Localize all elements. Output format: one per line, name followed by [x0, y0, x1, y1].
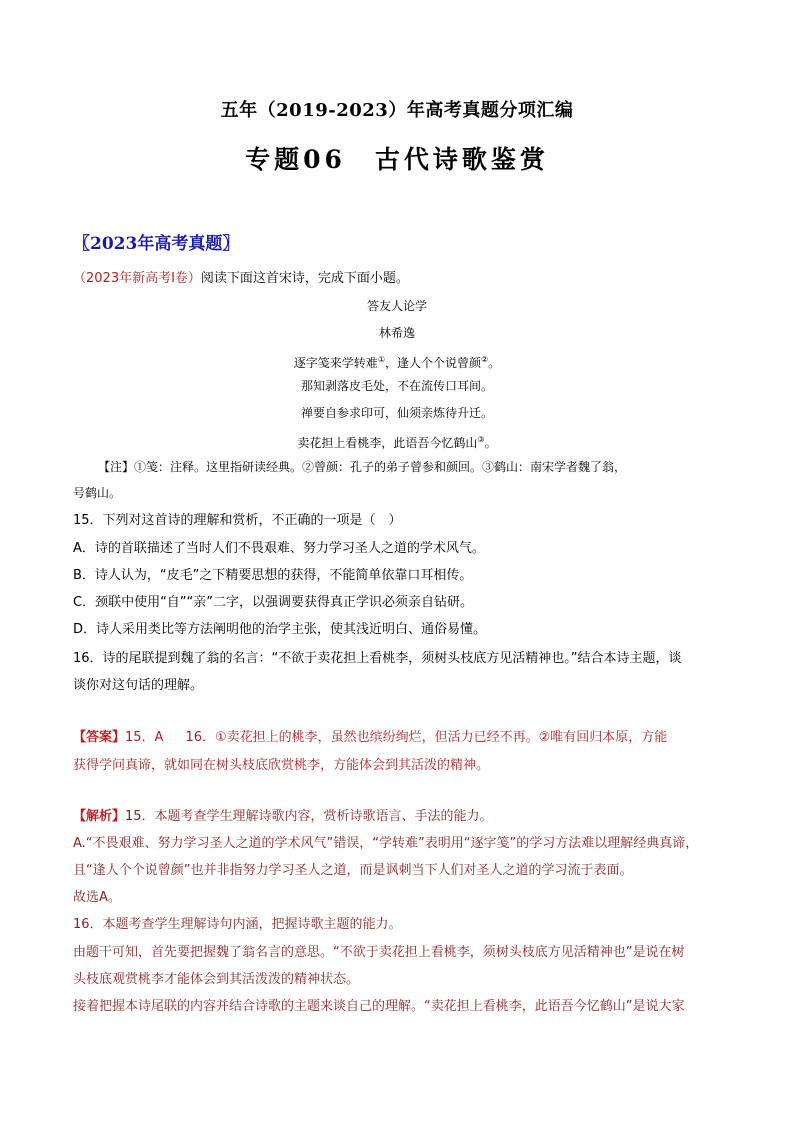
poem-title: 答友人论学: [366, 299, 427, 313]
poem-line: 禅要自参求印可，仙须亲炼待升迁。: [300, 406, 493, 420]
answer-15: 15．A: [125, 730, 164, 745]
analysis-text: A.“不畏艰难、努力学习圣人之道的学术风气”错误，“学转难”表明用“逐字笺”的学习方法难以理解经典真谛，: [73, 836, 699, 851]
section-heading: 〖2023年高考真题〗: [73, 234, 240, 254]
answer-label: 【答案】: [73, 730, 126, 745]
analysis-line: [73, 808, 493, 826]
analysis-text: 由题干可知，首先要把握魏了翁名言的意思。“不欲于卖花担上看桃李，须树头枝底方见活精神也”是说在树: [73, 945, 685, 960]
analysis-text: 接着把握本诗尾联的内容并结合诗歌的主题来谈自己的理解。“卖花担上看桃李，此语吾今忆鹤山”是说大家: [73, 999, 685, 1014]
analysis-label: 【解析】: [73, 809, 126, 824]
analysis-text: 故选A。: [73, 890, 121, 905]
answer-16: 16．①卖花担上的桃李，虽然也缤纷绚烂，但活力已经不再。②唯有回归本原，方能: [185, 730, 668, 745]
poem-line: 逐字笺来学转难①，逢人个个说曾颜②。: [293, 355, 501, 370]
question-16-cont: 谈你对这句话的理解。: [73, 678, 204, 693]
question-source: （2023年新高考Ⅰ卷）: [73, 271, 201, 286]
poem-note-cont: 号鹤山。: [73, 486, 122, 500]
poem-line: 那知剥落皮毛处，不在流传口耳间。: [300, 379, 493, 393]
analysis-intro: 15．本题考查学生理解诗歌内容，赏析诗歌语言、手法的能力。: [125, 809, 493, 824]
answer-16-cont: 获得学问真谛，就如同在树头枝底欣赏桃李，方能体会到其活泼的精神。: [73, 758, 490, 773]
option-b: B．诗人认为，“皮毛”之下精要思想的获得，不能简单依靠口耳相传。: [73, 568, 473, 583]
analysis-text: 头枝底观赏桃李才能体会到其活泼泼的精神状态。: [73, 972, 360, 987]
page-title: 五年（2019-2023）年高考真题分项汇编: [220, 100, 574, 121]
poem-author: 林希逸: [378, 326, 415, 340]
option-a: A．诗的首联描述了当时人们不畏艰难、努力学习圣人之道的学术风气。: [73, 541, 485, 556]
question-intro: [73, 270, 409, 288]
analysis-text: 16．本题考查学生理解诗句内涵，把握诗歌主题的能力。: [73, 917, 402, 932]
topic-title: 专题06 古代诗歌鉴赏: [245, 145, 549, 174]
question-15: 15．下列对这首诗的理解和赏析，不正确的一项是（ ）: [73, 513, 402, 528]
analysis-text: 且“逢人个个说曾颜”也并非指努力学习圣人之道，而是讽刺当下人们对圣人之道的学习流于表面。: [73, 863, 633, 878]
question-16: 16．诗的尾联提到魏了翁的名言：“不欲于卖花担上看桃李，须树头枝底方见活精神也。”结合本诗主题，谈: [73, 651, 682, 666]
poem-line: 卖花担上看桃李，此语吾今忆鹤山③。: [297, 435, 497, 450]
option-c: C．颈联中使用“自”“亲”二字，以强调要获得真正学识必须亲自钻研。: [73, 595, 474, 610]
answer-line: [73, 729, 667, 747]
option-d: D．诗人采用类比等方法阐明他的治学主张，使其浅近明白、通俗易懂。: [73, 622, 487, 637]
question-instruction: 阅读下面这首宋诗，完成下面小题。: [200, 271, 409, 286]
poem-note: 【注】①笺：注释。这里指研读经典。②曾颜：孔子的弟子曾参和颜回。③鹤山：南宋学者魏了翁，: [98, 460, 627, 474]
